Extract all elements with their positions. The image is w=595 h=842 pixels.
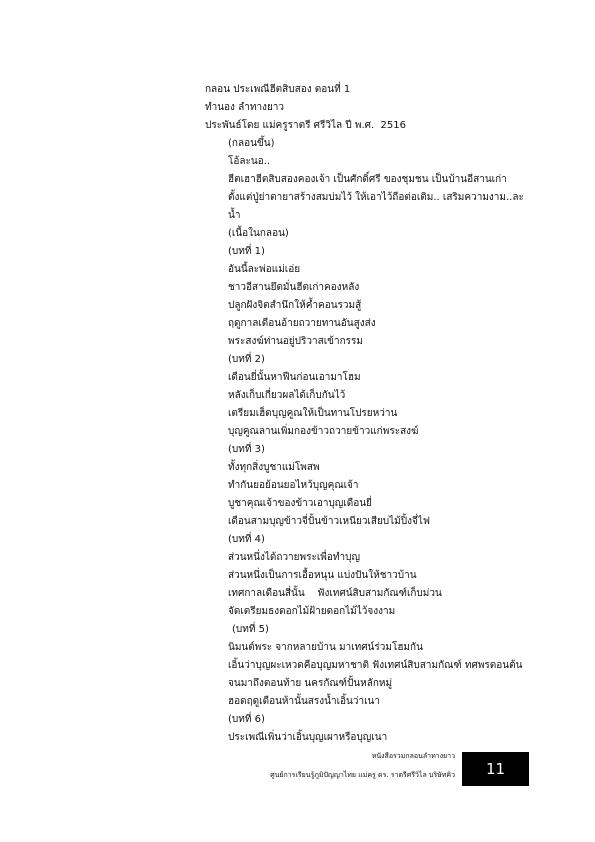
verse-line: พระสงฆ์ท่านอยู่ปริวาสเข้ากรรม [228,336,363,347]
verse-line: ฮอดฤดูเดือนห้านั้นสรงน้ำเอิ้นว่าเนา [228,696,380,707]
poem-text [205,81,565,747]
verse-line: ประเพณีเพิ่นว่าเอิ้นบุญเผาหรือบุญเนา [228,732,388,743]
verse-line: เทศกาลเดือนสี่นั้น ฟังเทศน์สิบสามกัณฑ์เก็บม่วน [228,588,442,599]
verse-line: อันนี้ละพ่อแม่เอ่ย [228,264,301,275]
stanza-heading: (บทที่ 6) [228,714,265,725]
verse-line: ตั้งแต่ปู่ย่าตายาสร้างสมบ่มไว้ ให้เอาไว้ถือต่อเติม.. เสริมความงาม..ละ [228,192,524,203]
stanza-heading: (บทที่ 1) [228,246,265,257]
footer-publisher: ศูนย์การเรียนรู้ภูมิปัญญาไทย แม่ครู ดร. ราตรีศรีวิไล บริษัทคิว [270,771,455,779]
verse-line: ส่วนหนึ่งเป็นการเอื้อหนุน แบ่งปันให้ชาวบ้าน [228,570,417,581]
verse-line: น้ำ [228,210,241,221]
melody-line: ทำนอง ลำทางยาว [205,102,285,113]
verse-line: หลังเก็บเกี่ยวผลได้เก็บกันไว้ [228,390,346,401]
verse-line: เดือนสามบุญข้าวจี่ปั้นข้าวเหนียวเสียบไม้ปิ้งจี่ไฟ [228,516,430,527]
verse-line: บูชาคุณเจ้าของข้าวเอาบุญเดือนยี่ [228,498,372,509]
verse-line: เอิ้นว่าบุญผะเหวดคือบุญมหาชาติ ฟังเทศน์สิบสามกัณฑ์ ทศพรตอนต้น [228,660,523,671]
verse-line: โอ้ละนอ.. [228,156,271,167]
verse-line: ฤดูกาลเดือนอ้ายถวายทานอันสูงส่ง [228,318,376,329]
section-heading: (กลอนขึ้น) [228,138,275,149]
verse-line: จนมาถึงตอนท้าย นครกัณฑ์ปั้นหลักหมู่ [228,678,393,689]
verse-line: เดือนยี่นั้นหาฟืนก่อนเอามาโฮม [228,372,361,383]
stanza-heading: (บทที่ 5) [232,624,269,635]
verse-line: ชาวอีสานยึดมั่นฮีตเก่าคองหลัง [228,282,360,293]
verse-line: ส่วนหนึ่งได้ถวายพระเพื่อทำบุญ [228,552,360,563]
footer-book-title: หนังสือรวมกลอนลำทางยาว [371,752,455,760]
verse-line: เตรียมเฮ็ดบุญคูณให้เป็นทานโปรยหว่าน [228,408,398,419]
verse-line: จัดเตรียมธงดอกไม้ฝ้ายดอกไม้ไว้จงงาม [228,606,396,617]
stanza-heading: (บทที่ 2) [228,354,265,365]
verse-line: นิมนต์พระ จากหลายบ้าน มาเทศน์ร่วมโฮมกัน [228,642,423,653]
verse-line: ทำกันยอย้อนยอไหว้บุญคุณเจ้า [228,480,359,491]
verse-line: ทั้งทุกสิ่งบูชาแม่โพสพ [228,462,320,473]
page-number-box [462,752,529,786]
poem-title: กลอน ประเพณีฮีตสิบสอง ตอนที่ 1 [205,84,351,95]
verse-line: ปลูกฝังจิตสำนึกให้ค้ำคอนรวมสู้ [228,300,362,311]
section-heading: (เนื้อในกลอน) [228,228,289,239]
verse-line: บุญคูณลานเพิ่มกองข้าวถวายข้าวแก่พระสงฆ์ [228,426,419,437]
page-number: 11 [485,760,506,778]
stanza-heading: (บทที่ 3) [228,444,265,455]
stanza-heading: (บทที่ 4) [228,534,265,545]
author-line: ประพันธ์โดย แม่ครูราตรี ศรีวิไล ปี พ.ศ. 2516 [205,120,406,131]
verse-line: ฮีตเฮาฮีตสิบสองคองเจ้า เป็นศักดิ์ศรี ของชุมชน เป็นบ้านอีสานเก่า [228,174,507,185]
